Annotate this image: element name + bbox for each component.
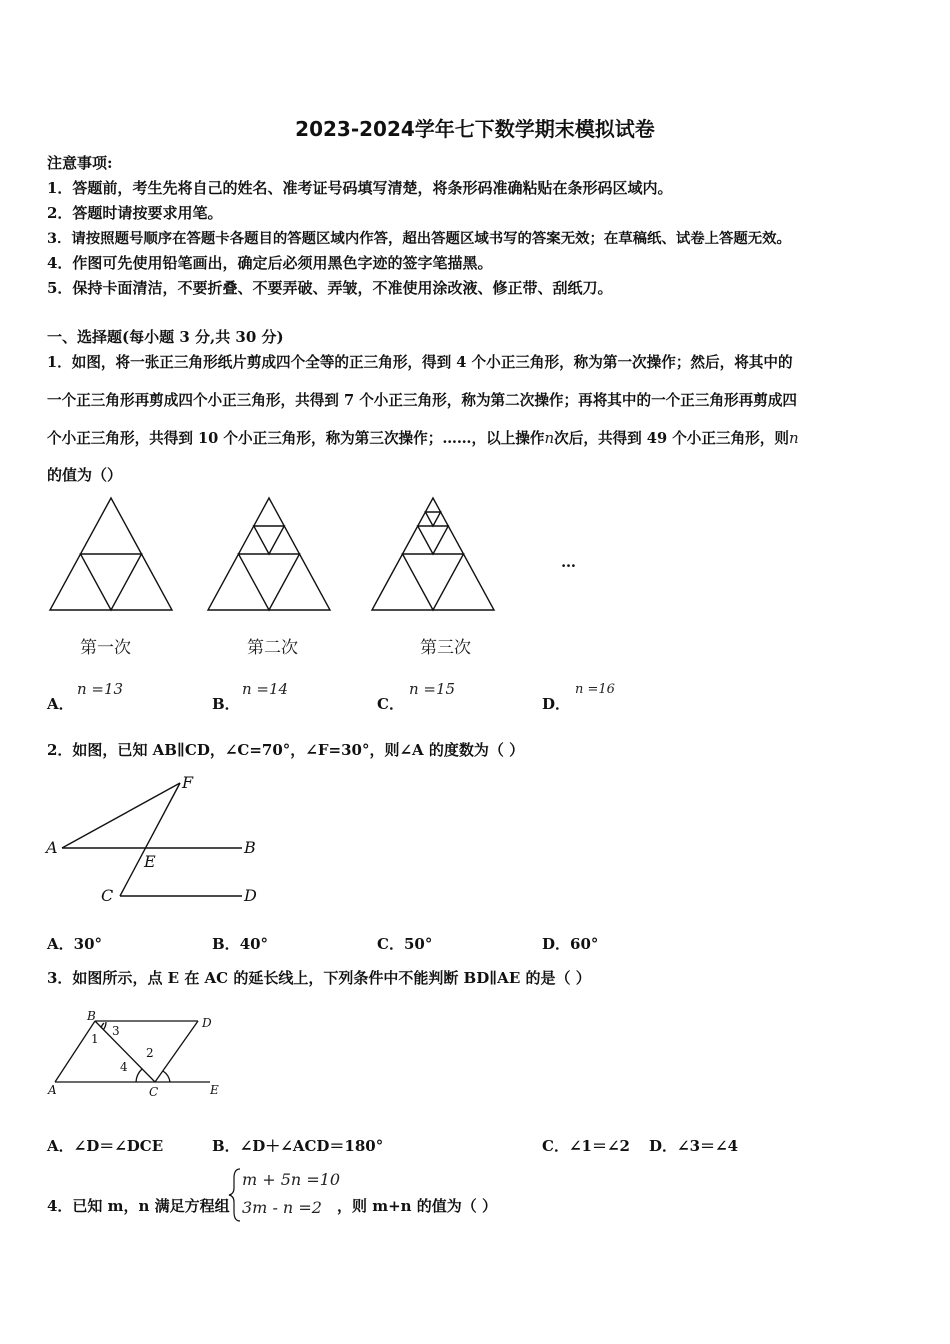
- notice-item-2: 2．答题时请按要求用笔。: [47, 204, 223, 222]
- q1-option-a-value: n =13: [77, 680, 124, 698]
- q1-caption-3: 第三次: [420, 638, 471, 658]
- q2-stem: 2．如图，已知 AB∥CD，∠C=70°，∠F=30°，则∠A 的度数为（ ）: [47, 741, 525, 759]
- q2-label-a: A: [46, 838, 58, 857]
- q3-option-a: A．∠D＝∠DCE: [47, 1137, 164, 1155]
- q3-label-e: E: [210, 1083, 219, 1097]
- q3-label-d: D: [202, 1016, 212, 1030]
- triangle-figure-2: [208, 498, 330, 610]
- q2-option-d: D．60°: [542, 935, 599, 953]
- q2-label-b: B: [244, 838, 256, 857]
- q4-system-brace: [228, 1166, 242, 1224]
- section-heading: 一、选择题(每小题 3 分,共 30 分): [47, 328, 284, 346]
- q2-option-a: A．30°: [47, 935, 103, 953]
- q3-figure: [0, 1005, 260, 1105]
- q1-option-d-letter: D．: [542, 695, 571, 713]
- q2-label-f: F: [182, 773, 194, 792]
- q3-label-angle-4: 4: [120, 1060, 128, 1074]
- notice-heading: 注意事项:: [47, 154, 113, 172]
- q1-option-a-letter: A．: [47, 695, 74, 713]
- q1-var-n-2: n: [788, 429, 799, 447]
- q1-option-b-value: n =14: [242, 680, 289, 698]
- q4-equation-1: m + 5n =10: [242, 1170, 341, 1189]
- q3-option-c: C．∠1＝∠2: [542, 1137, 630, 1155]
- q2-option-b: B．40°: [212, 935, 269, 953]
- q1-option-c-value: n =15: [409, 680, 456, 698]
- q1-stem-line4: 的值为（）: [47, 466, 123, 484]
- q1-option-d-value: n =16: [575, 682, 615, 697]
- q1-stem-line3a: 个小正三角形，共得到 10 个小正三角形，称为第三次操作；……，以上操作: [47, 430, 545, 447]
- q1-option-b-letter: B．: [212, 695, 240, 713]
- q1-triangle-figures: [0, 490, 600, 620]
- q3-option-d: D．∠3＝∠4: [649, 1137, 739, 1155]
- triangle-figure-3: [372, 498, 494, 610]
- q4-stem-suffix: ，则 m+n 的值为（ ）: [337, 1197, 498, 1215]
- q2-label-e: E: [144, 852, 156, 871]
- q1-stem-line3: [47, 427, 799, 448]
- notice-item-4: 4．作图可先使用铅笔画出，确定后必须用黑色字迹的签字笔描黑。: [47, 254, 493, 272]
- q3-stem: 3．如图所示，点 E 在 AC 的延长线上，下列条件中不能判断 BD∥AE 的是（ ）: [47, 969, 591, 987]
- q1-stem-line2: 一个正三角形再剪成四个小正三角形，共得到 7 个小正三角形，称为第二次操作；再将其中的一个正三角形再剪成四: [47, 392, 798, 409]
- q4-equation-2: 3m - n =2: [242, 1198, 322, 1217]
- q1-option-c-letter: C．: [377, 695, 404, 713]
- q1-stem-line3b: 次后，共得到 49 个小正三角形，则: [554, 430, 789, 447]
- q3-option-b: B．∠D＋∠ACD＝180°: [212, 1137, 384, 1155]
- q2-option-c: C．50°: [377, 935, 433, 953]
- notice-item-1: 1．答题前，考生先将自己的姓名、准考证号码填写清楚，将条形码准确粘贴在条形码区域内。: [47, 179, 673, 197]
- q2-label-c: C: [101, 886, 114, 905]
- q3-label-angle-3: 3: [112, 1024, 120, 1038]
- q3-label-angle-2: 2: [146, 1046, 154, 1060]
- q1-stem-line1: 1．如图，将一张正三角形纸片剪成四个全等的正三角形，得到 4 个小正三角形，称为第一次操作；然后，将其中的: [47, 354, 793, 371]
- q1-ellipsis: …: [561, 553, 576, 571]
- page-title: 2023-2024学年七下数学期末模拟试卷: [295, 117, 655, 141]
- notice-item-5: 5．保持卡面清洁，不要折叠、不要弄破、弄皱，不准使用涂改液、修正带、刮纸刀。: [47, 279, 613, 297]
- q3-label-b: B: [87, 1009, 96, 1023]
- q1-var-n: n: [544, 429, 555, 447]
- q1-caption-1: 第一次: [80, 638, 131, 658]
- q3-label-c: C: [149, 1085, 159, 1099]
- q1-caption-2: 第二次: [247, 638, 298, 658]
- q2-figure: [0, 770, 300, 910]
- q3-label-angle-1: 1: [91, 1032, 99, 1046]
- q3-label-a: A: [48, 1083, 57, 1097]
- q2-label-d: D: [244, 886, 257, 905]
- q4-stem-prefix: 4．已知 m，n 满足方程组: [47, 1197, 230, 1215]
- notice-item-3: 3．请按照题号顺序在答题卡各题目的答题区域内作答，超出答题区域书写的答案无效；在草稿纸、试卷上答题无效。: [47, 230, 791, 247]
- triangle-figure-1: [50, 498, 172, 610]
